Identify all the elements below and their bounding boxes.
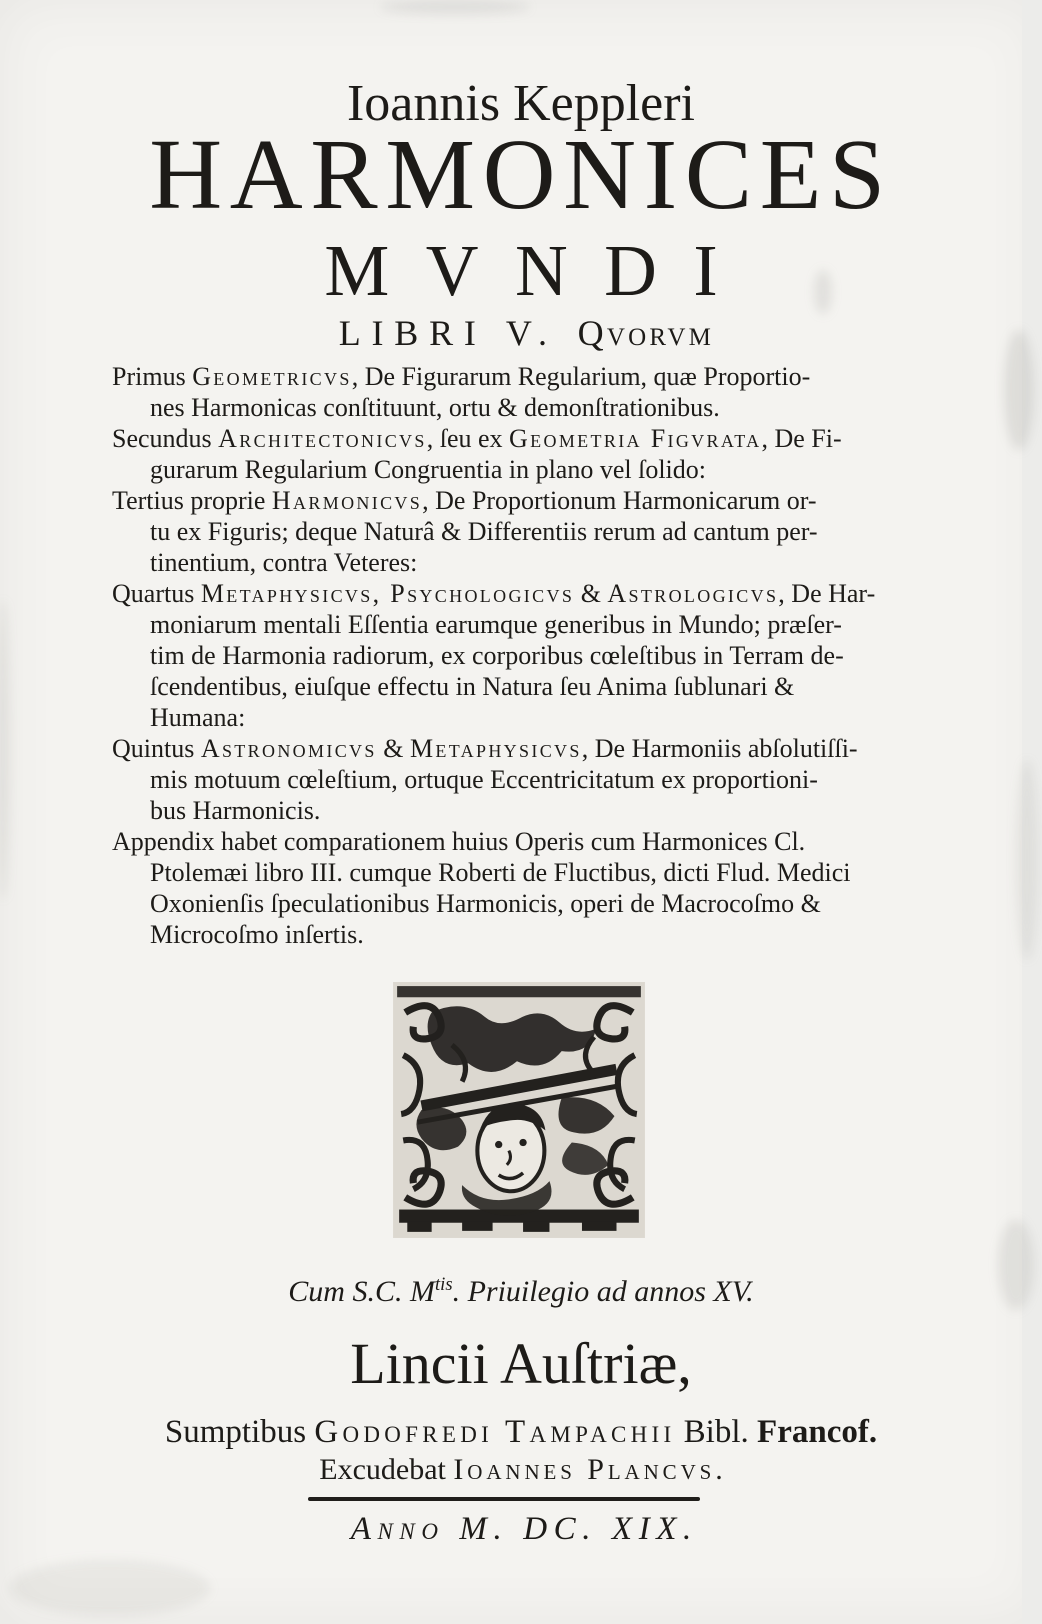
text-segment: Astronomicvs [200, 734, 377, 763]
text-segment: , De Figurarum Regularium, quæ Proportio- [351, 362, 811, 391]
text-segment: Oxonienſis ſpeculationibus Harmonicis, operi de Macrocoſmo & [150, 889, 821, 918]
text-line [112, 485, 952, 516]
text-segment: Metaphysicvs [409, 734, 582, 763]
place-line: Lincii Auſtriæ, [350, 1331, 692, 1396]
text-segment: Microcoſmo inſertis. [150, 920, 364, 949]
text-segment: Godofredi Tampachii [314, 1414, 676, 1450]
text-segment: Appendix habet comparationem huius Operis cum Harmonices Cl. [112, 827, 806, 856]
sub-title: MVNDI [324, 230, 755, 311]
text-segment: & [574, 579, 608, 608]
text-segment: LIBRI V. [338, 313, 578, 353]
text-segment: bus Harmonicis. [150, 796, 321, 825]
text-segment: Primus [112, 362, 193, 391]
text-segment: Bibl. [675, 1414, 758, 1450]
text-line [112, 795, 952, 826]
text-line [112, 857, 952, 888]
text-segment: tim de Harmonia radiorum, ex corporibus cœleſtibus in Terram de- [150, 641, 844, 670]
text-line [112, 392, 952, 423]
woodcut-foliate-mask-ornament-icon [391, 980, 647, 1240]
printer-line [0, 1453, 1042, 1487]
text-segment: Geometria Figvrata [509, 424, 762, 453]
text-segment: , De Harmoniis abſolutiſſi- [581, 734, 858, 763]
text-segment: Excudebat [319, 1453, 454, 1486]
text-segment: Humana: [150, 703, 246, 732]
scan-artifact [380, 0, 530, 14]
text-segment: Quartus [112, 579, 201, 608]
text-line [112, 361, 952, 392]
text-line [112, 888, 952, 919]
text-line [112, 733, 952, 764]
text-segment: Metaphysicvs, Psychologicvs [200, 579, 575, 608]
text-line [112, 764, 952, 795]
text-segment: tis [434, 1274, 453, 1295]
text-segment: Ptolemæi libro III. cumque Roberti de Fluctibus, dicti Flud. Medici [150, 858, 851, 887]
scan-artifact [1016, 760, 1038, 960]
text-segment: gurarum Regularium Congruentia in plano vel ſolido: [150, 455, 707, 484]
libri-line [0, 312, 1042, 354]
text-segment: , ſeu ex [426, 424, 510, 453]
scan-artifact [0, 600, 10, 900]
text-segment: Francof. [757, 1414, 878, 1450]
anno-line: Anno M. DC. XIX. [350, 1511, 698, 1547]
text-line [112, 609, 952, 640]
text-segment: Quintus [112, 734, 201, 763]
text-line [112, 671, 952, 702]
text-segment: Tertius proprie [112, 486, 272, 515]
text-segment: , De Har- [778, 579, 876, 608]
publisher-line [0, 1414, 1042, 1451]
text-segment: ſcendentibus, eiuſque effectu in Natura ſeu Anima ſublunari & [150, 672, 795, 701]
text-segment: Harmonicvs [271, 486, 423, 515]
book-descriptions [112, 361, 952, 950]
text-segment: moniarum mentali Eſſentia earumque generibus in Mundo; præſer- [150, 610, 842, 639]
text-line [112, 516, 952, 547]
scan-artifact [10, 1560, 210, 1616]
text-segment: Astrologicvs [607, 579, 779, 608]
text-segment: nes Harmonicas conſtituunt, ortu & demonſtrationibus. [150, 393, 720, 422]
text-segment: tu ex Figuris; deque Naturâ & Differentiis rerum ad cantum per- [150, 517, 818, 546]
text-segment: mis motuum cœleſtium, ortuque Eccentricitatum ex proportioni- [150, 765, 818, 794]
text-segment: Sumptibus [164, 1414, 315, 1450]
horizontal-rule [308, 1497, 700, 1501]
text-line [112, 454, 952, 485]
text-segment: Ioannes Plancvs [453, 1453, 716, 1486]
text-segment: Qvorvm [577, 313, 715, 353]
main-title: HARMONICES [149, 118, 893, 230]
text-segment: Cum S.C. M [288, 1275, 435, 1308]
text-segment: . [715, 1453, 723, 1486]
author-line: Ioannis Keppleri [346, 75, 695, 132]
text-segment: Secundus [112, 424, 219, 453]
text-line [112, 919, 952, 950]
privilege-line [0, 1274, 1042, 1309]
text-line [112, 423, 952, 454]
text-segment: Geometricvs [192, 362, 352, 391]
text-line [112, 578, 952, 609]
text-line [112, 547, 952, 578]
text-segment: Architectonicvs [218, 424, 427, 453]
text-line [112, 702, 952, 733]
text-segment: tinentium, contra Veteres: [150, 548, 418, 577]
text-line [112, 826, 952, 857]
text-segment: , De Fi- [761, 424, 842, 453]
text-line [112, 640, 952, 671]
text-segment: , De Proportionum Harmonicarum or- [422, 486, 817, 515]
text-segment: & [376, 734, 410, 763]
woodcut-ornament [391, 980, 647, 1240]
text-segment: . Priuilegio ad annos XV. [452, 1275, 754, 1308]
